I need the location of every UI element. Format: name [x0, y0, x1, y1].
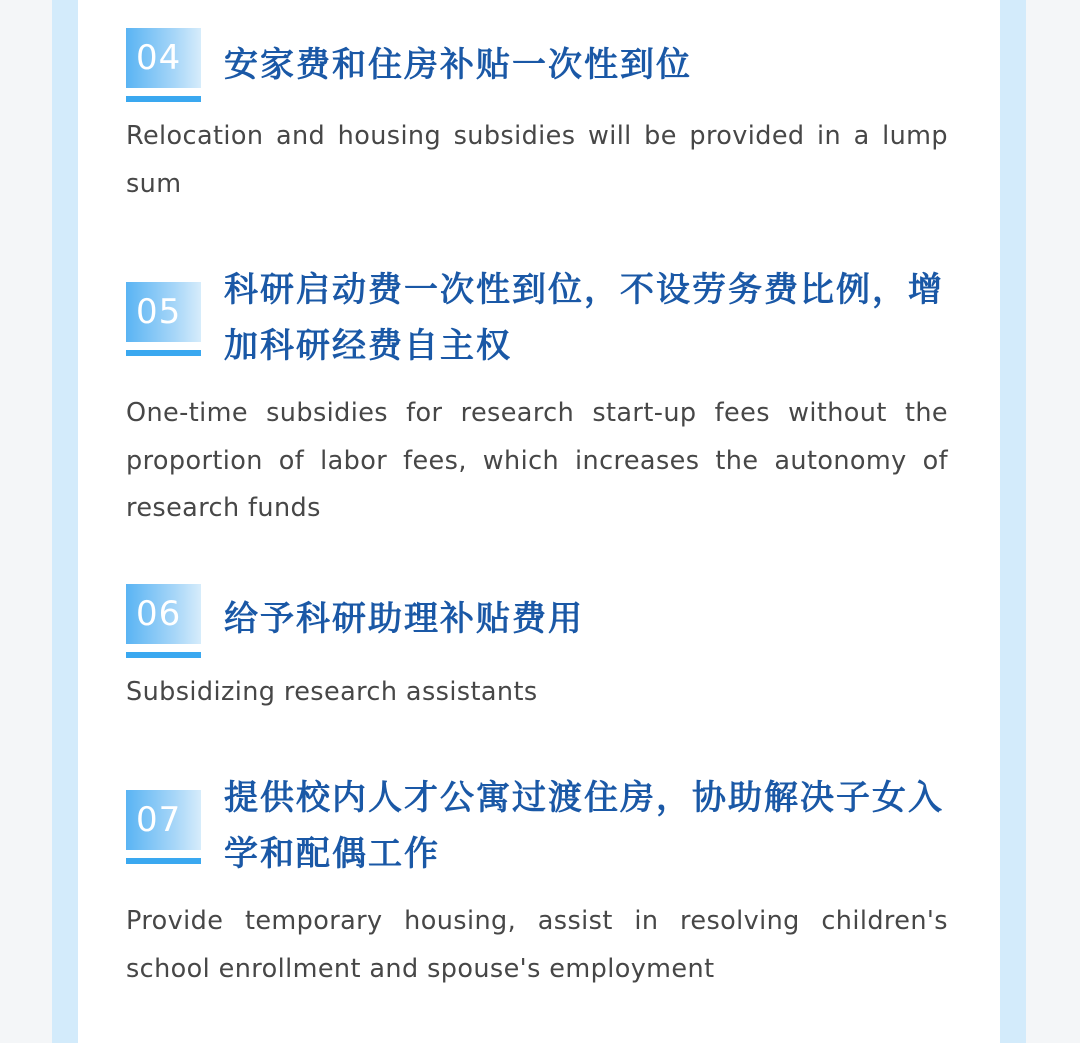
number-badge: [126, 28, 201, 102]
badge-underline: [126, 350, 201, 356]
item-description: One-time subsidies for research start-up fees without the proportion of labor fees, which increases the autonomy of research funds: [126, 398, 948, 523]
number-badge: [126, 282, 201, 356]
badge-number: 06: [126, 584, 201, 644]
item-description: Relocation and housing subsidies will be provided in a lump sum: [126, 121, 948, 199]
number-badge: [126, 584, 201, 658]
item-title: 安家费和住房补贴一次性到位: [224, 45, 692, 85]
item-description: Subsidizing research assistants: [126, 677, 538, 707]
badge-number: 07: [126, 790, 201, 850]
badge-underline: [126, 858, 201, 864]
badge-underline: [126, 96, 201, 102]
number-badge: [126, 790, 201, 864]
badge-number: 04: [126, 28, 201, 88]
item-description: Provide temporary housing, assist in resolving children's school enrollment and spouse's employment: [126, 906, 948, 984]
item-title: 提供校内人才公寓过渡住房，协助解决子女入学和配偶工作: [224, 778, 944, 874]
item-title: 给予科研助理补贴费用: [224, 599, 584, 639]
content-panel: [78, 0, 1000, 1043]
left-side-border: [52, 0, 78, 1043]
badge-number: 05: [126, 282, 201, 342]
item-title: 科研启动费一次性到位，不设劳务费比例，增加科研经费自主权: [224, 270, 944, 366]
badge-underline: [126, 652, 201, 658]
right-side-border: [1000, 0, 1026, 1043]
